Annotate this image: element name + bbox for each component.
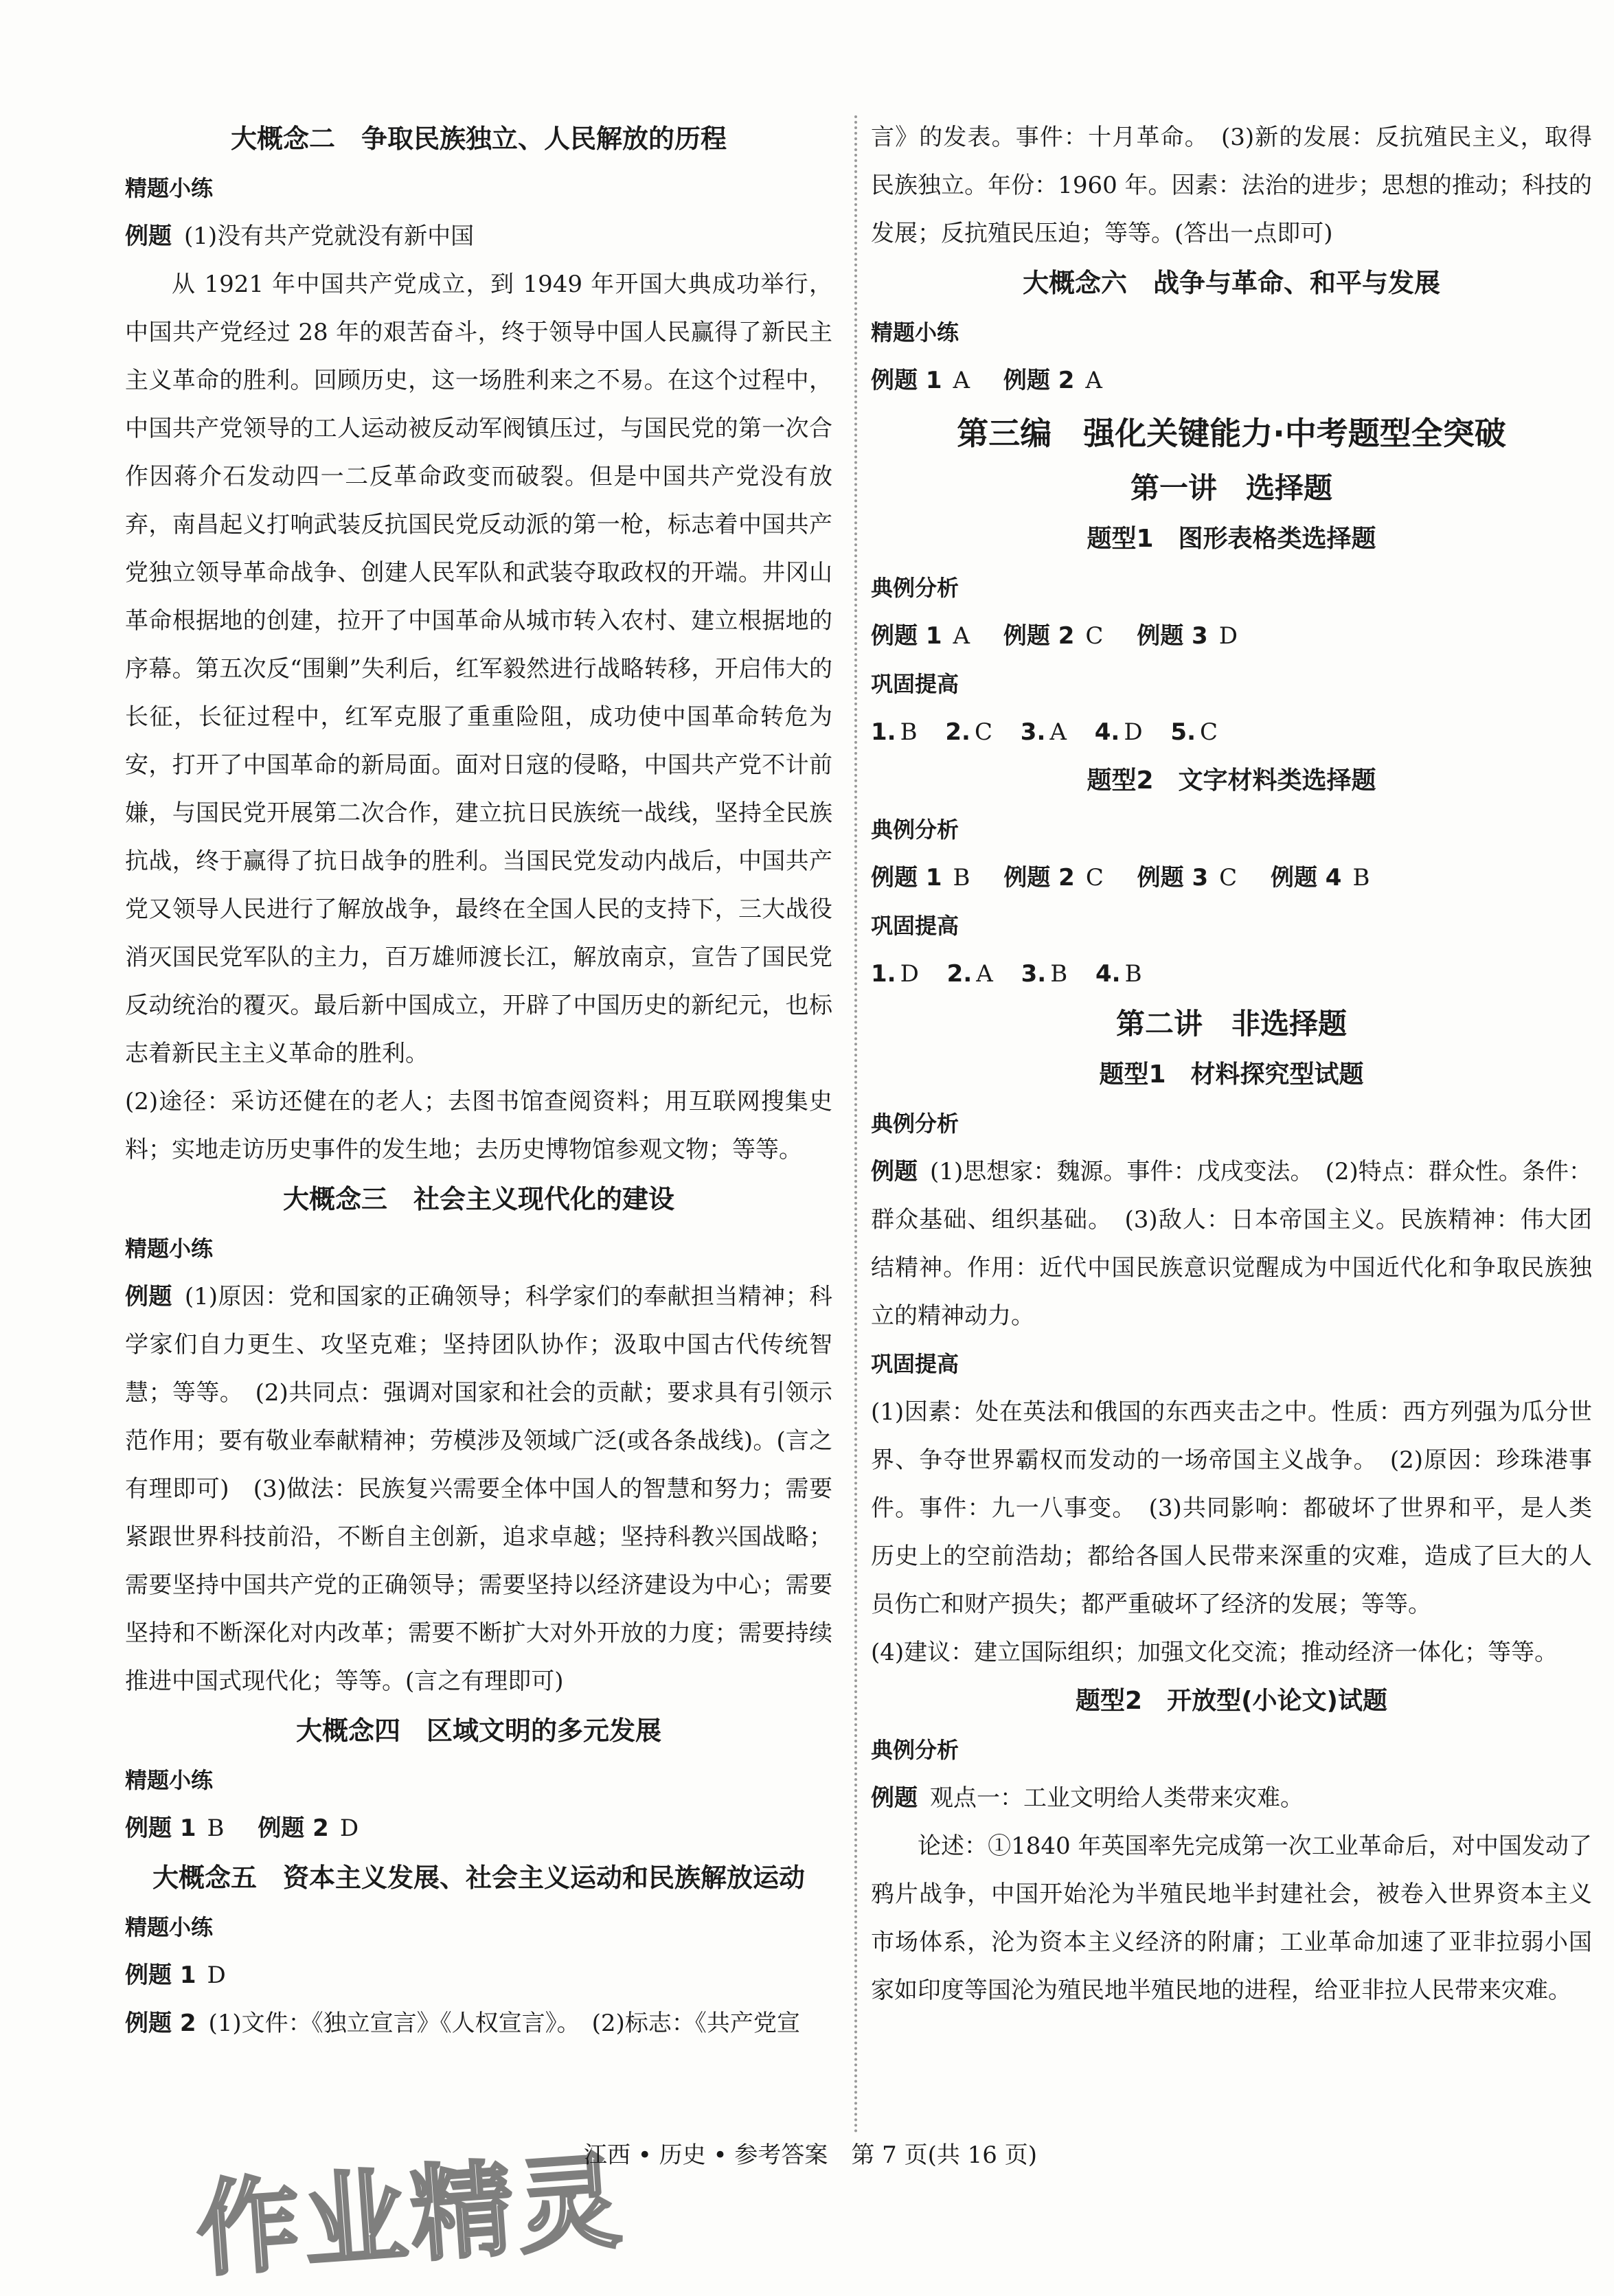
concept6-label: 精题小练	[871, 319, 959, 345]
concept5-label: 精题小练	[125, 1914, 214, 1940]
nt1-example-answer: 例题 (1)思想家：魏源。事件：戊戌变法。 (2)特点：群众性。条件：群众基础、组织基础。 (3)敌人：日本帝国主义。民族精神：伟大团结精神。作用：近代中国民族意识觉醒成为中国近代化和争取民族独立的精神动力。	[871, 1158, 1592, 1330]
practice-item: 4. B	[1095, 960, 1142, 988]
type1-examples	[871, 612, 1592, 660]
concept2-heading: 大概念二 争取民族独立、人民解放的历程	[230, 124, 727, 154]
type1-practice	[871, 708, 1592, 756]
type2-heading: 题型2 文字材料类选择题	[1087, 766, 1376, 795]
concept4-answers	[125, 1804, 832, 1852]
practice-item: 2. C	[945, 718, 992, 746]
nt1-label-analysis: 典例分析	[871, 1111, 959, 1137]
answer-item: 例题 2 D	[258, 1815, 359, 1842]
example-tag: 例题	[125, 1283, 172, 1310]
answer-item: 例题 1 A	[871, 622, 970, 650]
concept6-answers	[871, 356, 1592, 405]
nt2-argument: 论述：①1840 年英国率先完成第一次工业革命后，对中国发动了鸦片战争，中国开始沦为半殖民地半封建社会，被卷入世界资本主义市场体系，沦为资本主义经济的附庸；工业革命加速了亚非拉弱小国家如印度等国沦为殖民地半殖民地的进程，给亚非拉人民带来灾难。	[871, 1832, 1592, 2004]
example-tag: 例题	[871, 1784, 918, 1812]
answer-item: 例题 3 D	[1137, 622, 1238, 650]
type1-label-analysis: 典例分析	[871, 575, 959, 601]
type2-examples	[871, 854, 1592, 902]
left-column	[125, 113, 832, 2047]
example-tag: 例题 2	[125, 2010, 196, 2037]
answer-item: 例题 4 B	[1270, 864, 1370, 891]
nt2-viewpoint: 例题 观点一：工业文明给人类带来灾难。	[871, 1784, 1304, 1812]
column-divider	[854, 115, 857, 2135]
concept6-heading: 大概念六 战争与革命、和平与发展	[1022, 268, 1440, 298]
practice-item: 5. C	[1170, 718, 1218, 746]
answer-item: 例题 2 A	[1003, 367, 1102, 394]
concept2-label: 精题小练	[125, 175, 214, 201]
nt2-label-analysis: 典例分析	[871, 1737, 959, 1763]
concept5-answer-2: 例题 2 (1)文件：《独立宣言》《人权宣言》。 (2)标志：《共产党宣	[125, 2010, 800, 2037]
answer-item: 例题 1 A	[871, 367, 970, 394]
practice-item: 1. B	[871, 718, 918, 746]
lecture2-heading: 第二讲 非选择题	[1115, 1007, 1347, 1041]
concept3-answer: 例题 (1)原因：党和国家的正确领导；科学家们的奉献担当精神；科学家们自力更生、攻坚克难；坚持团队协作；汲取中国古代传统智慧；等等。 (2)共同点：强调对国家和社会的贡献；要求具有引领示范作用；要有敬业奉献精神；劳模涉及领域广泛(或各条战线)。(言之有理即可) (3)做法：民族复兴需要全体中国人的智慧和努力；需要紧跟世界科技前沿，不断自主创新，追求卓越；坚持科教兴国战略；需要坚持中国共产党的正确领导；需要坚持以经济建设为中心；需要坚持和不断深化对内改革；需要不断扩大对外开放的力度；需要持续推进中国式现代化；等等。(言之有理即可)	[125, 1283, 833, 1695]
page-footer: 江西 • 历史 • 参考答案 第 7 页(共 16 页)	[584, 2141, 1037, 2169]
concept2-answer-1: 例题 (1)没有共产党就没有新中国	[125, 223, 475, 250]
type1-heading: 题型1 图形表格类选择题	[1087, 525, 1376, 553]
nt2-heading: 题型2 开放型(小论文)试题	[1076, 1687, 1387, 1715]
nt1-label-practice: 巩固提高	[871, 1351, 959, 1377]
concept5-answer-1	[125, 1951, 832, 1999]
practice-item: 3. A	[1020, 718, 1067, 746]
concept3-heading: 大概念三 社会主义现代化的建设	[282, 1184, 674, 1214]
concept4-label: 精题小练	[125, 1767, 214, 1793]
type2-label-analysis: 典例分析	[871, 817, 959, 843]
practice-item: 4. D	[1094, 718, 1143, 746]
nt1-practice-answer: (1)因素：处在英法和俄国的东西夹击之中。性质：西方列强为瓜分世界、争夺世界霸权而发动的一场帝国主义战争。 (2)原因：珍珠港事件。事件：九一八事变。 (3)共同影响：都破坏了世界和平，是人类历史上的空前浩劫；都给各国人民带来深重的灾难，造成了巨大的人员伤亡和财产损失；都严重破坏了经济的发展；等等。	[871, 1398, 1592, 1618]
concept4-heading: 大概念四 区域文明的多元发展	[295, 1716, 661, 1746]
example-tag: 例题	[125, 223, 172, 250]
type2-label-practice: 巩固提高	[871, 913, 959, 939]
answer-item: 例题 3 C	[1137, 864, 1238, 891]
watermark-logo: 作业精灵	[192, 2141, 629, 2291]
type1-label-practice: 巩固提高	[871, 671, 959, 697]
concept2-essay: 从 1921 年中国共产党成立，到 1949 年开国大典成功举行，中国共产党经过 28 年的艰苦奋斗，终于领导中国人民赢得了新民主主义革命的胜利。回顾历史，这一场胜利来之不易。在这个过程中，中国共产党领导的工人运动被反动军阀镇压过，与国民党的第一次合作因蒋介石发动四一二反革命政变而破裂。但是中国共产党没有放弃，南昌起义打响武装反抗国民党反动派的第一枪，标志着中国共产党独立领导革命战争、创建人民军队和武装夺取政权的开端。井冈山革命根据地的创建，拉开了中国革命从城市转入农村、建立根据地的序幕。第五次反“围剿”失利后，红军毅然进行战略转移，开启伟大的长征，长征过程中，红军克服了重重险阻，成功使中国革命转危为安，打开了中国革命的新局面。面对日寇的侵略，中国共产党不计前嫌，与国民党开展第二次合作，建立抗日民族统一战线，坚持全民族抗战，终于赢得了抗日战争的胜利。当国民党发动内战后，中国共产党又领导人民进行了解放战争，最终在全国人民的支持下，三大战役消灭国民党军队的主力，百万雄师渡长江，解放南京，宣告了国民党反动统治的覆灭。最后新中国成立，开辟了中国历史的新纪元，也标志着新民主主义革命的胜利。	[125, 271, 832, 1067]
part3-heading: 第三编 强化关键能力·中考题型全突破	[957, 415, 1506, 452]
answer-item: 例题 1 B	[125, 1815, 225, 1842]
example-tag: 例题	[871, 1158, 918, 1185]
nt1-practice-answer-4: (4)建议：建立国际组织；加强文化交流；推动经济一体化；等等。	[871, 1639, 1558, 1666]
right-column	[871, 113, 1592, 2014]
concept5-continued: 言》的发表。事件：十月革命。 (3)新的发展：反抗殖民主义，取得民族独立。年份：1960 年。因素：法治的进步；思想的推动；科技的发展；反抗殖民压迫；等等。(答出一点即可)	[871, 124, 1592, 247]
nt1-heading: 题型1 材料探究型试题	[1099, 1060, 1364, 1089]
type2-practice	[871, 950, 1592, 998]
answer-item: 例题 2 C	[1003, 864, 1104, 891]
answer-item: 例题 1 B	[871, 864, 970, 891]
concept2-answer-2: (2)途径：采访还健在的老人；去图书馆查阅资料；用互联网搜集史料；实地走访历史事件的发生地；去历史博物馆参观文物；等等。	[125, 1088, 832, 1163]
answer-item: 例题 2 C	[1003, 622, 1104, 650]
concept3-label: 精题小练	[125, 1236, 214, 1262]
concept5-heading: 大概念五 资本主义发展、社会主义运动和民族解放运动	[152, 1863, 805, 1893]
practice-item: 2. A	[946, 960, 993, 988]
lecture1-heading: 第一讲 选择题	[1130, 471, 1332, 505]
practice-item: 3. B	[1021, 960, 1068, 988]
practice-item: 1. D	[871, 960, 919, 988]
answer-item: 例题 1 D	[125, 1962, 226, 1989]
